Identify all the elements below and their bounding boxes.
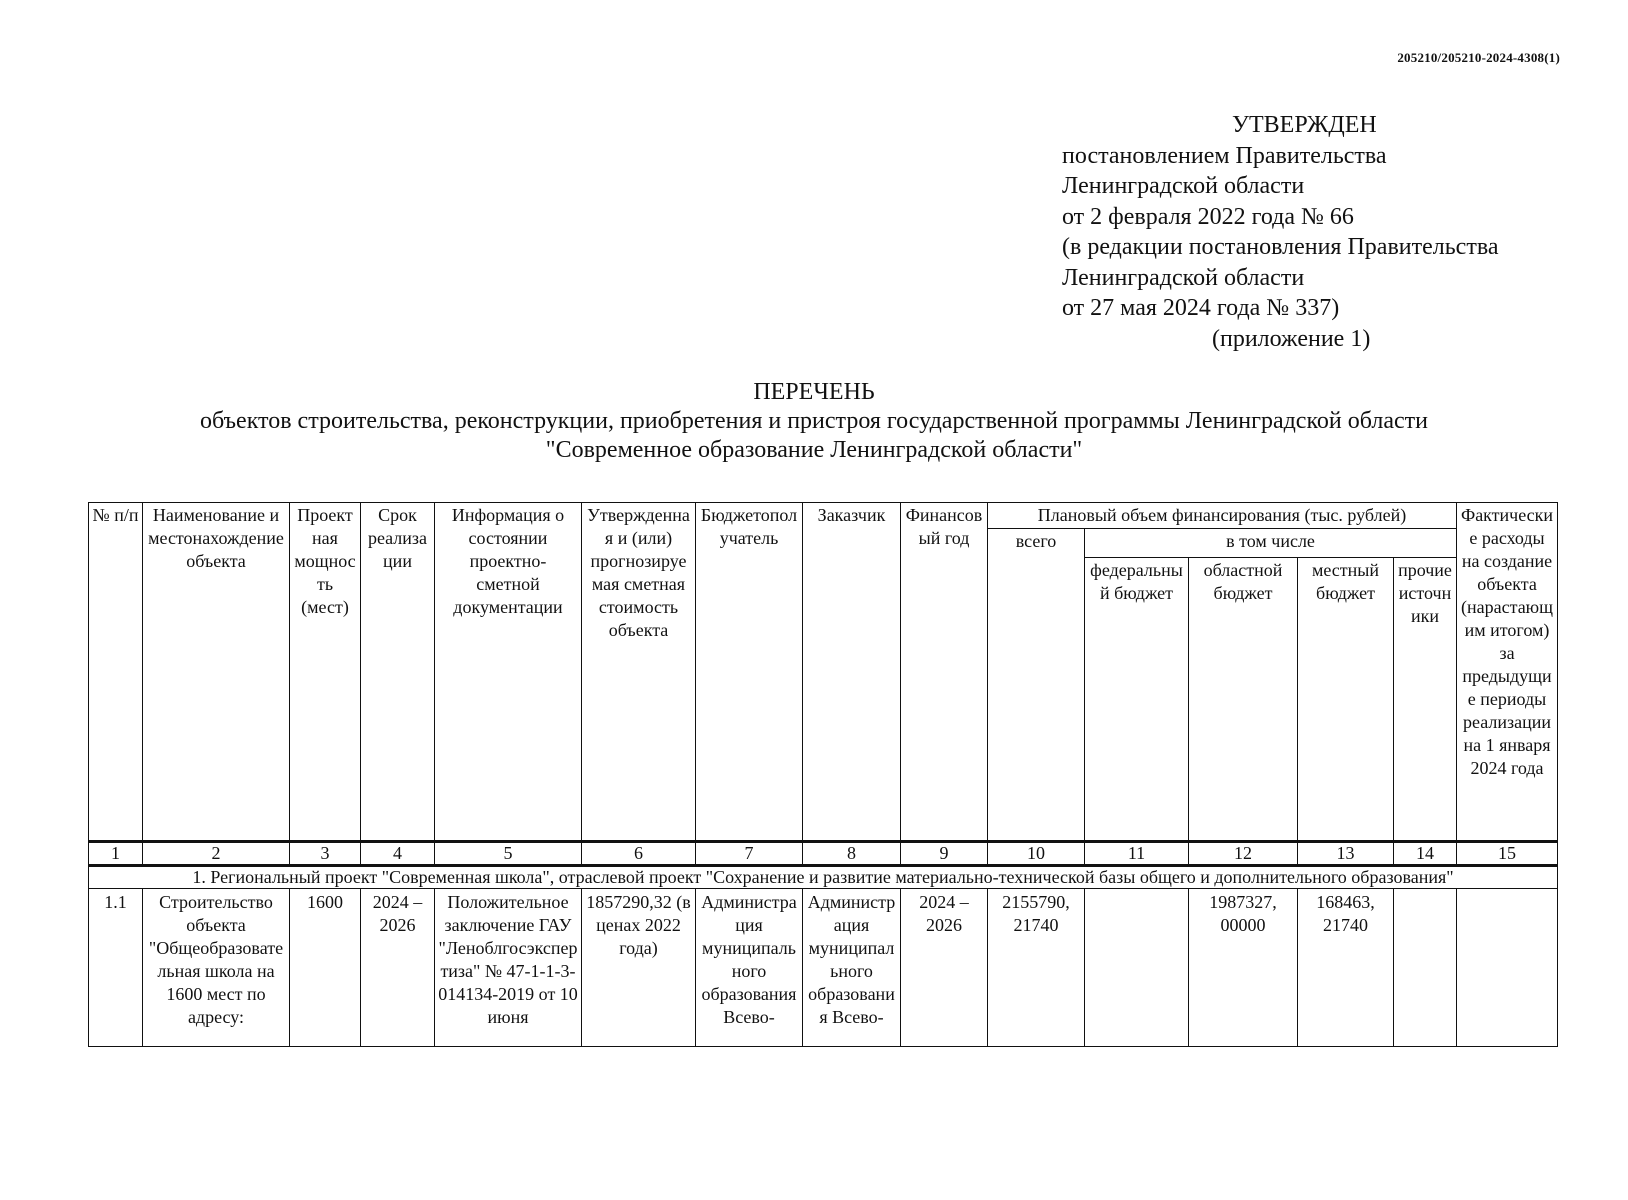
approval-line: Ленинградской области <box>1062 264 1305 291</box>
title-line: "Современное образование Ленинградской области" <box>545 437 1083 463</box>
column-number: 2 <box>143 842 290 866</box>
header-local-budget: местный бюджет <box>1298 558 1394 842</box>
row-estimated-cost: 1857290,32 (в ценах 2022 года) <box>582 889 696 1047</box>
row-federal-budget <box>1085 889 1189 1047</box>
row-budget-recipient: Администрация муниципального образования Всево- <box>696 889 803 1047</box>
header-including: в том числе <box>1085 529 1457 558</box>
row-regional-budget: 1987327, 00000 <box>1189 889 1298 1047</box>
row-object-name: Строительство объекта "Общеобразовательная школа на 1600 мест по адресу: <box>143 889 290 1047</box>
row-other-sources <box>1394 889 1457 1047</box>
column-numbers-row <box>89 842 1558 866</box>
row-capacity: 1600 <box>290 889 361 1047</box>
approval-line: Ленинградской области <box>1062 173 1305 199</box>
approval-line: (в редакции постановления Правительства <box>1062 234 1499 260</box>
column-number: 12 <box>1189 842 1298 866</box>
approval-line: от 2 февраля 2022 года № 66 <box>1062 203 1354 230</box>
column-number: 10 <box>988 842 1085 866</box>
table-row <box>89 889 1558 1047</box>
row-number: 1.1 <box>89 889 143 1047</box>
document-title <box>0 378 1628 465</box>
header-object-name: Наименование и местонахождение объекта <box>143 503 290 842</box>
column-number: 6 <box>582 842 696 866</box>
header-financial-year: Финансовый год <box>901 503 988 842</box>
header-planned-funding: Плановый объем финансирования (тыс. рублей) <box>988 503 1457 529</box>
row-customer: Администрация муниципального образования Всево- <box>803 889 901 1047</box>
row-actual-expenses <box>1457 889 1558 1047</box>
approval-stamp-block <box>1062 110 1582 354</box>
row-period: 2024 – 2026 <box>361 889 435 1047</box>
header-actual-expenses: Фактические расходы на создание объекта (нарастающим итогом) за предыдущие периоды реализации на 1 января 2024 года <box>1457 503 1558 842</box>
objects-table <box>88 502 1558 1047</box>
header-period: Срок реализации <box>361 503 435 842</box>
section-title: 1. Региональный проект "Современная школа", отраслевой проект "Сохранение и развитие материально-технической базы общего и дополнительного образования" <box>89 866 1558 889</box>
column-number: 14 <box>1394 842 1457 866</box>
approval-line: от 27 мая 2024 года № 337) <box>1062 295 1340 321</box>
header-federal-budget: федеральный бюджет <box>1085 558 1189 842</box>
column-number: 5 <box>435 842 582 866</box>
approval-line: постановлением Правительства <box>1062 142 1387 169</box>
document-registration-number: 205210/205210-2024-4308(1) <box>1397 50 1560 65</box>
column-number: 4 <box>361 842 435 866</box>
column-number: 15 <box>1457 842 1558 866</box>
column-number: 1 <box>89 842 143 866</box>
column-number: 9 <box>901 842 988 866</box>
approval-appendix-note: (приложение 1) <box>1212 325 1371 352</box>
header-budget-recipient: Бюджетополучатель <box>696 503 803 842</box>
column-number: 3 <box>290 842 361 866</box>
title-heading: ПЕРЕЧЕНЬ <box>753 379 875 405</box>
column-number: 7 <box>696 842 803 866</box>
header-design-docs: Информация о состоянии проектно-сметной документации <box>435 503 582 842</box>
column-number: 13 <box>1298 842 1394 866</box>
header-other-sources: прочие источники <box>1394 558 1457 842</box>
row-total: 2155790, 21740 <box>988 889 1085 1047</box>
row-local-budget: 168463, 21740 <box>1298 889 1394 1047</box>
header-capacity: Проектная мощность (мест) <box>290 503 361 842</box>
section-row <box>89 866 1558 889</box>
header-customer: Заказчик <box>803 503 901 842</box>
approval-heading: УТВЕРЖДЕН <box>1232 112 1377 138</box>
row-financial-year: 2024 – 2026 <box>901 889 988 1047</box>
header-total: всего <box>988 529 1085 842</box>
header-estimated-cost: Утвержденная и (или) прогнозируемая сметная стоимость объекта <box>582 503 696 842</box>
header-number: № п/п <box>89 503 143 842</box>
title-line: объектов строительства, реконструкции, приобретения и пристроя государственной программы Ленинградской области <box>200 408 1428 434</box>
header-regional-budget: областной бюджет <box>1189 558 1298 842</box>
row-design-docs: Положительное заключение ГАУ "Леноблгосэкспертиза" № 47-1-1-3-014134-2019 от 10 июня <box>435 889 582 1047</box>
column-number: 8 <box>803 842 901 866</box>
column-number: 11 <box>1085 842 1189 866</box>
